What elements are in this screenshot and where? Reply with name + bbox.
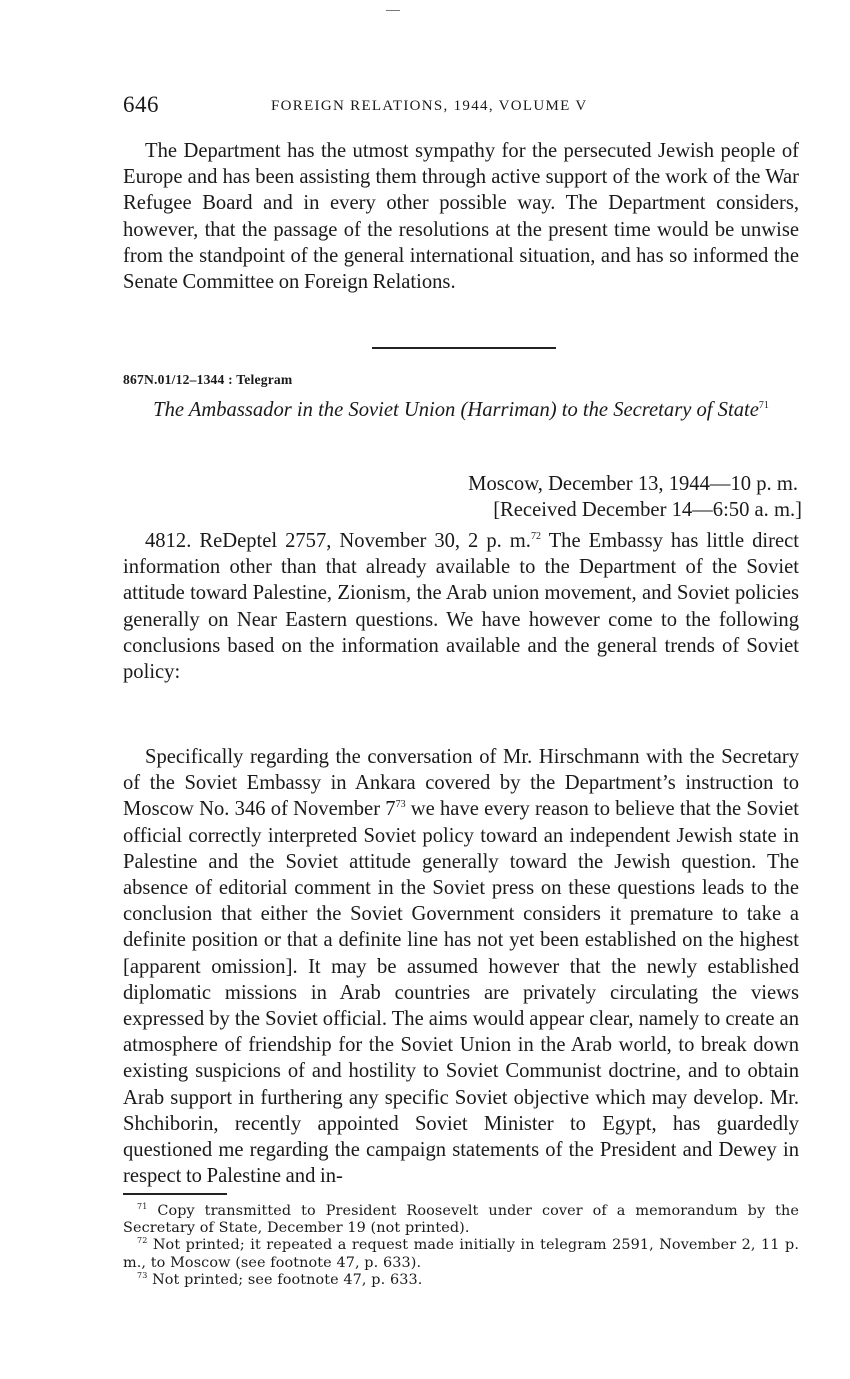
- received-line: [Received December 14—6:50 a. m.]: [493, 499, 802, 521]
- footnote-number: 72: [137, 1236, 148, 1246]
- telegram-paragraph-block: [123, 528, 799, 685]
- paragraph-1: The Department has the utmost sympathy for the persecuted Jewish people of Europe and has been assisting them through active support of the work of the War Refugee Board and in every other possible way. The Department considers, however, that the passage of the resolutions at the present time would be unwise from the standpoint of the general international situation, and has so informed the Senate Committee on Foreign Relations.: [123, 140, 799, 294]
- running-title: FOREIGN RELATIONS, 1944, VOLUME V: [271, 98, 588, 114]
- footnote-text: Not printed; see footnote 47, p. 633.: [152, 1271, 423, 1288]
- footnote-ref-72: 72: [530, 531, 541, 542]
- paragraph-3-start: Specifically regarding the conversation of Mr. Hirschmann with the Secretary of the Soviet Embassy in Ankara covered by the Department’s instruction to Moscow No. 346 of November 7: [123, 746, 799, 821]
- paragraph-3: [123, 744, 799, 1189]
- footnote-ref-73: 73: [395, 799, 406, 811]
- page-number: 646: [123, 92, 159, 117]
- paragraph-2-start: 4812. ReDeptel 2757, November 30, 2 p. m.: [145, 530, 531, 552]
- paragraph-2-rest: The Embassy has little direct information other than that already available to the Department of the Soviet attitude toward Palestine, Zionism, the Arab union movement, and Soviet policies generally on Near Eastern questions. We have however come to the following conclusions based on the information available and the general trends of Soviet policy:: [123, 530, 799, 684]
- footnote-71: [123, 1203, 799, 1237]
- document-file-id: 867N.01/12–1344 : Telegram: [123, 372, 293, 387]
- top-mark: [386, 10, 400, 11]
- document-title: [123, 398, 799, 423]
- footnote-73: [123, 1272, 799, 1289]
- intro-paragraph-block: [123, 138, 799, 295]
- paragraph-3-rest: we have every reason to believe that the Soviet official correctly interpreted Soviet policy toward an independent Jewish state in Palestine and the Soviet attitude generally toward the Jewish question. The absence of editorial comment in the Soviet press on these questions leads to the conclusion that either the Soviet Government considers it premature to take a definite position or that a definite line has not yet been established on the highest [apparent omission]. It may be assumed however that the newly established diplomatic missions in Arab countries are privately circulating the views expressed by the Soviet official. The aims would appear clear, namely to create an atmosphere of friendship for the Soviet Union in the Arab world, to break down existing suspicions of and hostility to Soviet Communist doctrine, and to obtain Arab support in furthering any specific Soviet objective which may develop. Mr. Shchiborin, recently appointed Soviet Minister to Egypt, has guardedly questioned me regarding the campaign statements of the President and Dewey in respect to Palestine and in-: [123, 798, 799, 1188]
- footnote-72: [123, 1237, 799, 1271]
- footnote-divider: [123, 1193, 227, 1195]
- footnote-text: Copy transmitted to President Roosevelt under cover of a memorandum by the Secretary of State, December 19 (not printed).: [123, 1203, 799, 1237]
- footnote-ref-71: 71: [758, 400, 769, 411]
- footnotes: [123, 1203, 799, 1289]
- page-header: [123, 92, 799, 122]
- document-title-text: The Ambassador in the Soviet Union (Harriman) to the Secretary of State: [153, 399, 759, 421]
- footnote-number: 71: [137, 1202, 148, 1211]
- section-divider: [372, 347, 556, 349]
- footnote-text: Not printed; it repeated a request made initially in telegram 2591, November 2, 11 p. m., to Moscow (see footnote 47, p. 633).: [123, 1237, 799, 1271]
- dateline: Moscow, December 13, 1944—10 p. m.: [468, 473, 798, 495]
- footnote-number: 73: [137, 1270, 148, 1280]
- telegram-paragraph-block-2: [123, 744, 799, 1189]
- paragraph-2: [123, 528, 799, 685]
